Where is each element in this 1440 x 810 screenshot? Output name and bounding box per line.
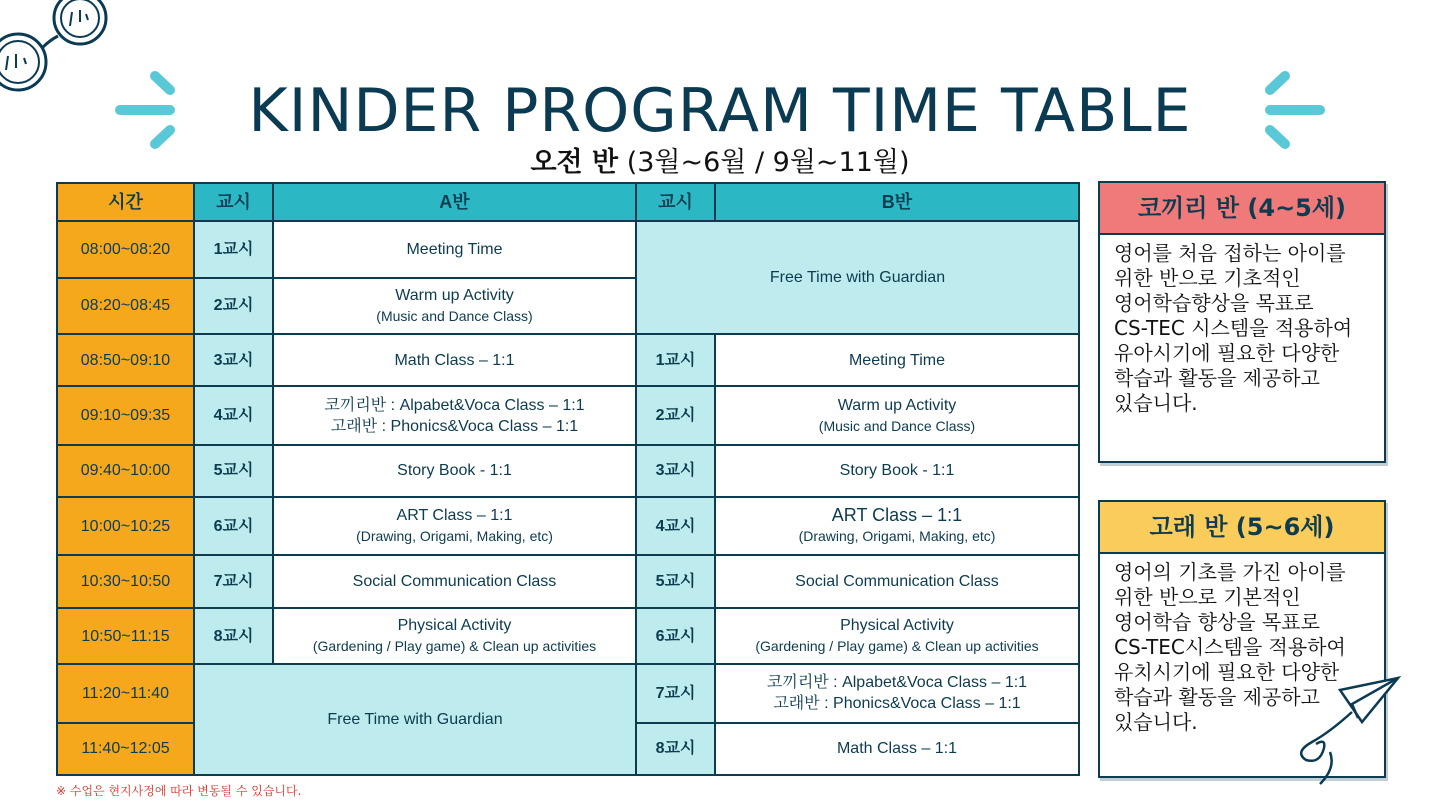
class-cell <box>715 555 1079 607</box>
header-class-a: A반 <box>273 183 636 221</box>
header-time: 시간 <box>57 183 194 221</box>
time-cell: 08:50~09:10 <box>57 334 194 386</box>
class-cell <box>715 608 1079 664</box>
time-cell: 08:00~08:20 <box>57 221 194 277</box>
period-cell: 2교시 <box>636 386 715 444</box>
period-cell: 5교시 <box>194 445 273 497</box>
page-subtitle <box>0 140 1440 179</box>
period-cell: 7교시 <box>194 555 273 607</box>
class-title: ART Class – 1:1 <box>831 505 963 526</box>
period-cell: 5교시 <box>636 555 715 607</box>
elephant-class-card <box>1098 181 1386 463</box>
table-header-row <box>57 183 1079 221</box>
class-title: Story Book - 1:1 <box>397 462 512 480</box>
class-title: Math Class – 1:1 <box>394 351 515 369</box>
period-cell: 1교시 <box>636 334 715 386</box>
class-cell <box>273 445 636 497</box>
class-title: Story Book - 1:1 <box>839 462 955 480</box>
time-cell: 11:40~12:05 <box>57 723 194 775</box>
class-title: Meeting Time <box>848 351 946 369</box>
class-subtitle: (Music and Dance Class) <box>376 307 533 324</box>
time-cell: 09:40~10:00 <box>57 445 194 497</box>
period-cell: 7교시 <box>636 664 715 722</box>
subtitle-class-label: 오전 반 <box>530 147 619 178</box>
class-subtitle: (Gardening / Play game) & Clean up activities <box>755 638 1039 654</box>
period-cell: 4교시 <box>194 386 273 444</box>
class-title: Warm up Activity <box>395 286 514 304</box>
class-title: 코끼리반 : Alpabet&Voca Class – 1:1 <box>324 396 585 414</box>
class-cell <box>715 497 1079 555</box>
table-row <box>57 664 1079 722</box>
class-title: Physical Activity <box>840 617 954 634</box>
period-cell: 6교시 <box>194 497 273 555</box>
elephant-class-description: 영어를 처음 접하는 아이를 위한 반으로 기초적인 영어학습향상을 목표로 CS-TEC 시스템을 적용하여 유아시기에 필요한 다양한 학습과 활동을 제공하고 있습니다. <box>1114 241 1353 415</box>
footnote: ※ 수업은 현지사정에 따라 변동될 수 있습니다. <box>56 784 302 798</box>
class-cell <box>273 497 636 555</box>
class-cell <box>273 555 636 607</box>
class-cell <box>273 608 636 664</box>
table-row <box>57 334 1079 386</box>
class-title: Physical Activity <box>397 617 512 634</box>
elephant-class-title: 코끼리 반 (4~5세) <box>1100 183 1384 235</box>
table-row <box>57 221 1079 277</box>
header-period-a: 교시 <box>194 183 273 221</box>
class-subtitle: (Gardening / Play game) & Clean up activities <box>312 638 597 654</box>
period-cell: 8교시 <box>194 608 273 664</box>
class-cell <box>273 386 636 444</box>
time-cell: 10:50~11:15 <box>57 608 194 664</box>
time-cell: 11:20~11:40 <box>57 664 194 722</box>
table-row <box>57 555 1079 607</box>
class-title: Social Communication Class <box>352 573 557 591</box>
class-title-2: 고래반 : Phonics&Voca Class – 1:1 <box>773 695 1021 713</box>
class-title: Social Communication Class <box>795 573 999 591</box>
free-time-cell: Free Time with Guardian <box>194 664 636 775</box>
whale-class-description: 영어의 기초를 가진 아이를 위한 반으로 기본적인 영어학습 향상을 목표로 CS-TEC시스템을 적용하여 유치시기에 필요한 다양한 학습과 활동을 제공하고 있습니다. <box>1114 560 1346 734</box>
period-cell: 4교시 <box>636 497 715 555</box>
class-title: Math Class – 1:1 <box>836 740 958 758</box>
class-title: Meeting Time <box>406 240 503 258</box>
period-cell: 6교시 <box>636 608 715 664</box>
class-title: 코끼리반 : Alpabet&Voca Class – 1:1 <box>766 674 1028 692</box>
free-time-cell: Free Time with Guardian <box>636 221 1079 334</box>
class-subtitle: (Music and Dance Class) <box>818 417 976 434</box>
class-subtitle: (Drawing, Origami, Making, etc) <box>356 528 553 545</box>
class-cell <box>273 278 636 334</box>
class-cell <box>715 386 1079 444</box>
class-cell <box>273 221 636 277</box>
period-cell: 8교시 <box>636 723 715 775</box>
header-period-b: 교시 <box>636 183 715 221</box>
period-cell: 3교시 <box>636 445 715 497</box>
page-title: KINDER PROGRAM TIME TABLE <box>248 76 1192 146</box>
subtitle-period: (3월~6월 / 9월~11월) <box>618 147 910 178</box>
class-title: ART Class – 1:1 <box>396 507 513 525</box>
table-row <box>57 386 1079 444</box>
time-cell: 10:00~10:25 <box>57 497 194 555</box>
paper-plane-doodle-icon <box>1290 672 1405 790</box>
class-title: Warm up Activity <box>837 396 957 414</box>
time-cell: 08:20~08:45 <box>57 278 194 334</box>
class-cell <box>273 334 636 386</box>
header-class-b: B반 <box>715 183 1079 221</box>
table-row <box>57 608 1079 664</box>
class-cell <box>715 664 1079 722</box>
class-cell <box>715 445 1079 497</box>
class-cell <box>715 723 1079 775</box>
time-cell: 09:10~09:35 <box>57 386 194 444</box>
class-subtitle: (Drawing, Origami, Making, etc) <box>798 528 996 545</box>
period-cell: 3교시 <box>194 334 273 386</box>
period-cell: 2교시 <box>194 278 273 334</box>
class-cell <box>715 334 1079 386</box>
table-row <box>57 445 1079 497</box>
whale-class-title: 고래 반 (5~6세) <box>1100 502 1384 554</box>
timetable <box>56 182 1080 776</box>
time-cell: 10:30~10:50 <box>57 555 194 607</box>
period-cell: 1교시 <box>194 221 273 277</box>
class-title-2: 고래반 : Phonics&Voca Class – 1:1 <box>330 417 579 435</box>
table-row <box>57 497 1079 555</box>
